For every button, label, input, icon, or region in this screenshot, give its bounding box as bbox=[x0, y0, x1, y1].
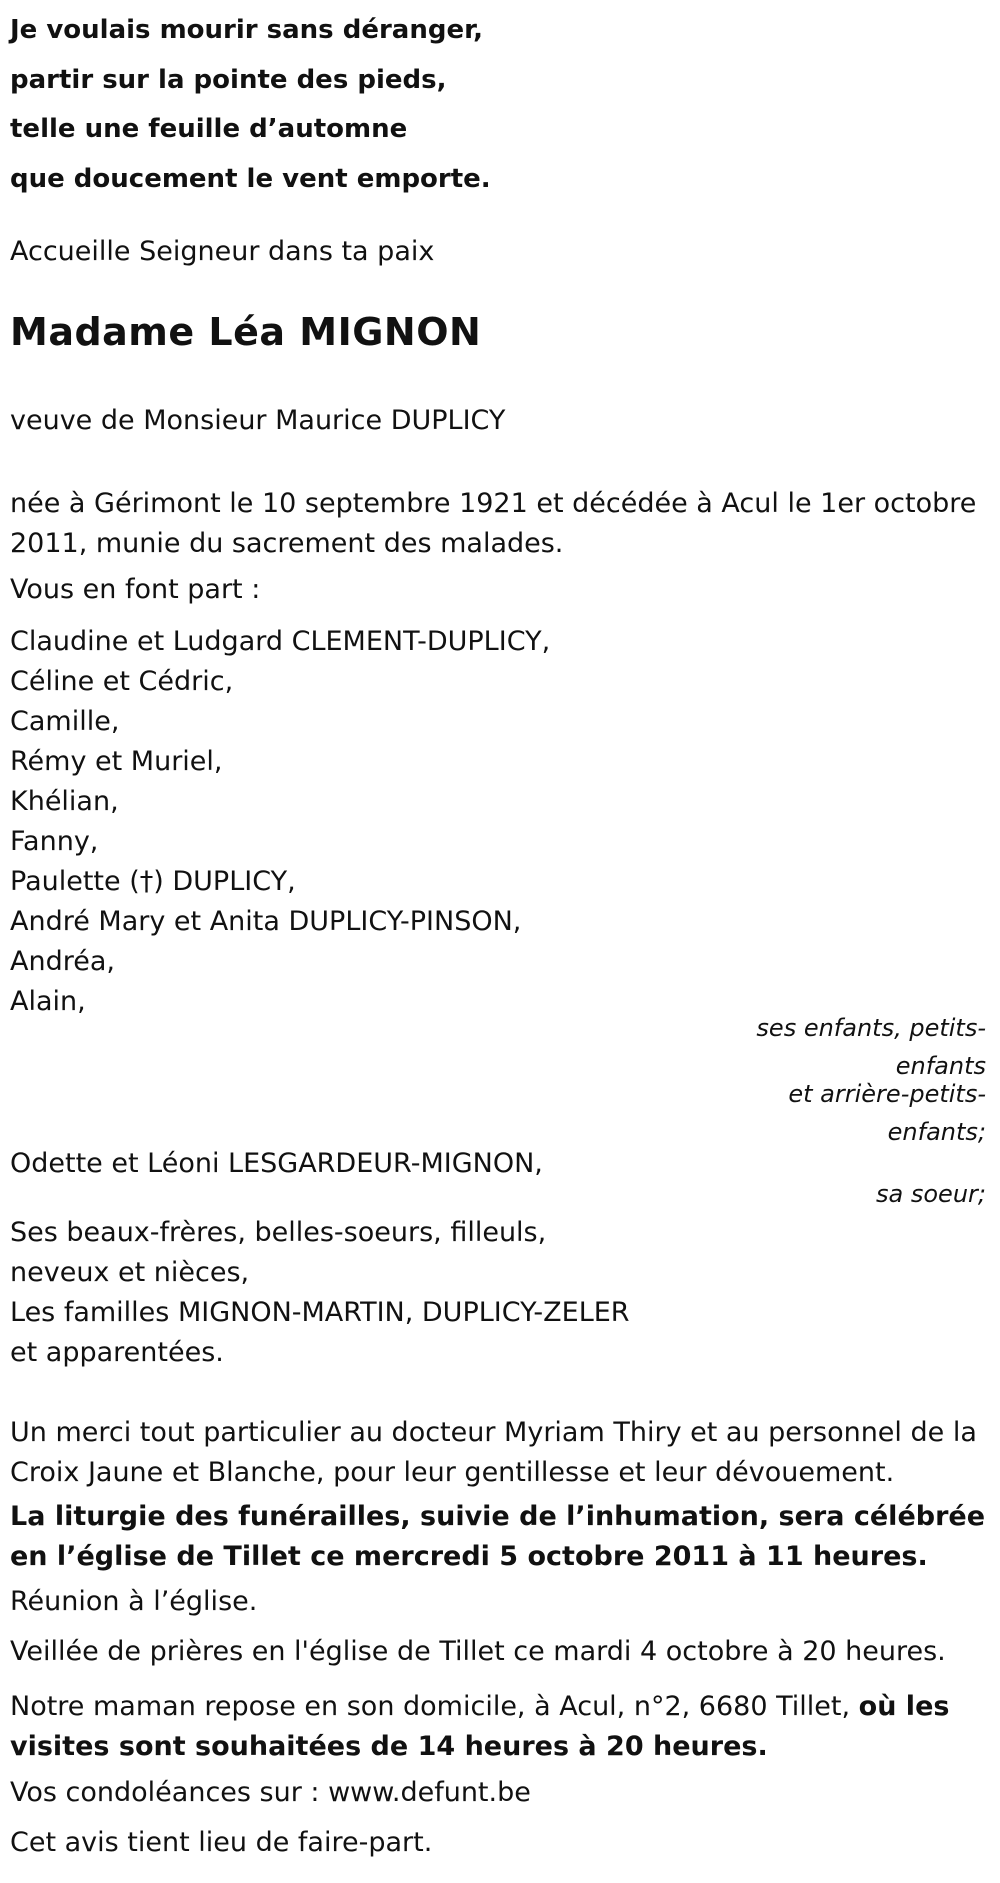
family-member: Andréa, bbox=[10, 946, 115, 977]
birth-death-text: née à Gérimont le 10 septembre 1921 et décédée à Acul le 1er octobre 2011, munie du sacrement des malades. bbox=[10, 488, 977, 559]
family-member: Alain, bbox=[10, 986, 86, 1017]
extended-family-line: Les familles MIGNON-MARTIN, DUPLICY-ZELER bbox=[10, 1297, 630, 1328]
vigil-text: Veillée de prières en l'église de Tillet ce mardi 4 octobre à 20 heures. bbox=[10, 1636, 946, 1667]
rest-text-visits: où les visites sont souhaitées de 14 heures à 20 heures. bbox=[10, 1691, 950, 1762]
relation-children: ses enfants, petits-enfants bbox=[756, 1014, 986, 1080]
family-member: Paulette (†) DUPLICY, bbox=[10, 866, 296, 897]
family-member: Claudine et Ludgard CLEMENT-DUPLICY, bbox=[10, 626, 551, 657]
extended-family-line: neveux et nièces, bbox=[10, 1257, 250, 1288]
meeting-text: Réunion à l’église. bbox=[10, 1586, 258, 1617]
rest-text-plain: Notre maman repose en son domicile, à Acul, n°2, 6680 Tillet, bbox=[10, 1691, 859, 1722]
poem-line: que doucement le vent emporte. bbox=[10, 163, 491, 194]
family-member: André Mary et Anita DUPLICY-PINSON, bbox=[10, 906, 522, 937]
family-member: Camille, bbox=[10, 706, 120, 737]
family-list bbox=[10, 622, 550, 1022]
poem-line: telle une feuille d’automne bbox=[10, 114, 408, 144]
family-member: Rémy et Muriel, bbox=[10, 746, 223, 777]
announce-line: Vous en font part : bbox=[10, 574, 261, 605]
thanks-text: Un merci tout particulier au docteur Myriam Thiry et au personnel de la Croix Jaune et Blanche, pour leur gentillesse et leur dévouement. bbox=[10, 1417, 977, 1488]
extended-family-list bbox=[10, 1213, 630, 1373]
condolences-text: Vos condoléances sur : www.defunt.be bbox=[10, 1777, 531, 1808]
sister-names: Odette et Léoni LESGARDEUR-MIGNON, bbox=[10, 1148, 543, 1179]
extended-family-line: et apparentées. bbox=[10, 1337, 224, 1368]
notice-text: Cet avis tient lieu de faire-part. bbox=[10, 1827, 433, 1858]
family-member: Khélian, bbox=[10, 786, 119, 817]
poem bbox=[10, 6, 491, 204]
prayer-line: Accueille Seigneur dans ta paix bbox=[10, 236, 435, 267]
family-member: Céline et Cédric, bbox=[10, 666, 234, 697]
deceased-name: Madame Léa MIGNON bbox=[10, 310, 482, 354]
relation-great-grandchildren: et arrière-petits-enfants; bbox=[788, 1080, 986, 1146]
poem-line: partir sur la pointe des pieds, bbox=[10, 64, 447, 95]
liturgy-text: La liturgie des funérailles, suivie de l’inhumation, sera célébrée en l’église de Tillet ce mercredi 5 octobre 2011 à 11 heures. bbox=[10, 1501, 986, 1572]
poem-line: Je voulais mourir sans déranger, bbox=[10, 15, 483, 45]
rest-text bbox=[10, 1687, 996, 1767]
relation-sister: sa soeur; bbox=[876, 1180, 986, 1208]
family-member: Fanny, bbox=[10, 826, 99, 857]
widow-of: veuve de Monsieur Maurice DUPLICY bbox=[10, 405, 506, 436]
extended-family-line: Ses beaux-frères, belles-soeurs, filleuls, bbox=[10, 1217, 547, 1248]
